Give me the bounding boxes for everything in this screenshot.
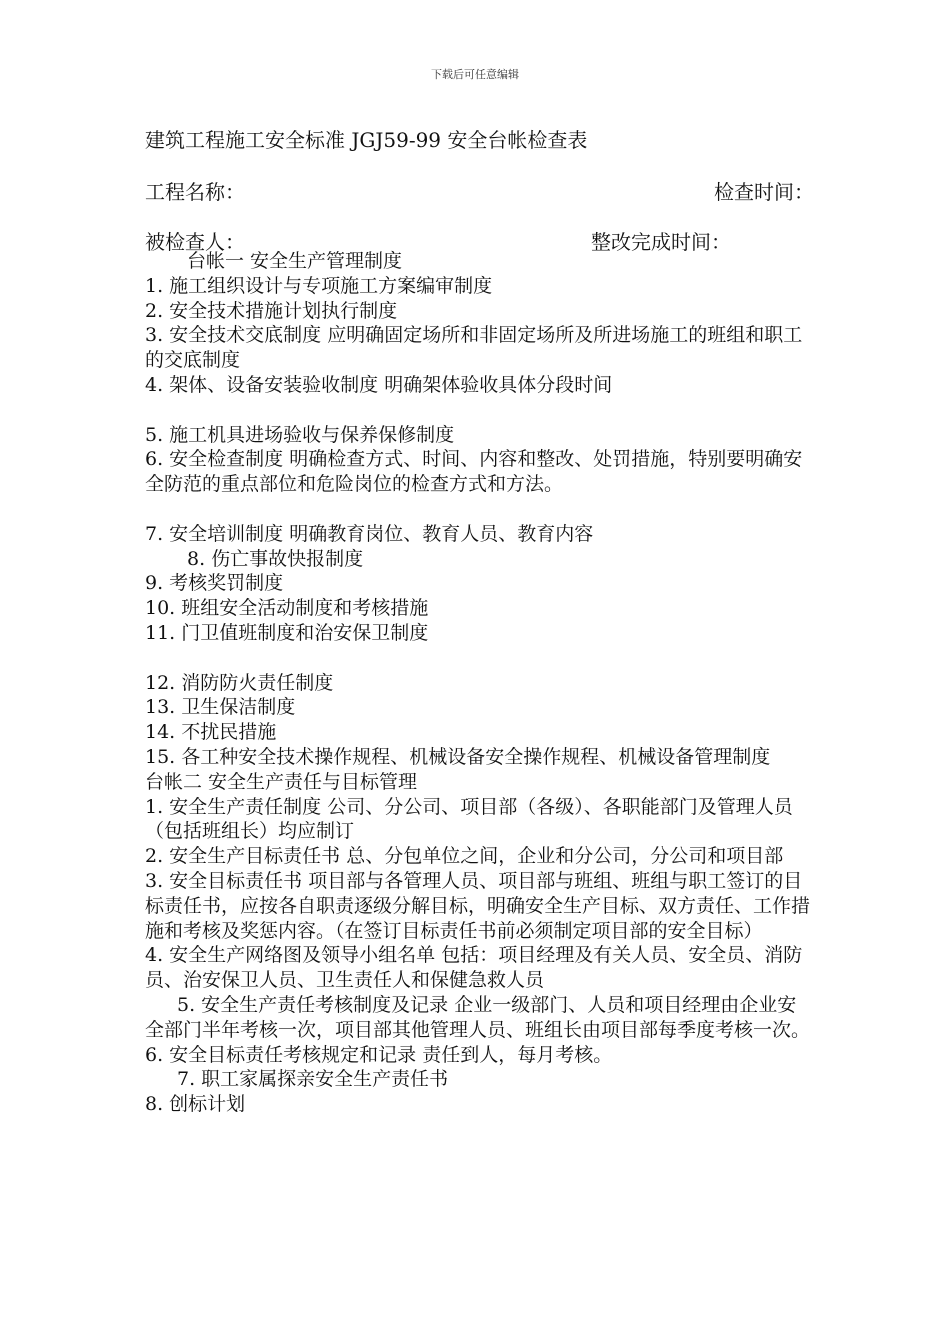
- list-item: 11. 门卫值班制度和治安保卫制度: [145, 621, 429, 644]
- list-item: 5. 安全生产责任考核制度及记录 企业一级部门、人员和项目经理由企业安全部门半年考核一次，项目部其他管理人员、班组长由项目部每季度考核一次。: [145, 993, 811, 1041]
- document-title: 建筑工程施工安全标准 JGJ59-99 安全台帐检查表: [145, 128, 588, 152]
- list-item: 15. 各工种安全技术操作规程、机械设备安全操作规程、机械设备管理制度: [145, 745, 771, 768]
- list-item: 8. 伤亡事故快报制度: [187, 547, 364, 570]
- check-time-label: 检查时间：: [714, 180, 814, 204]
- list-item: 13. 卫生保洁制度: [145, 696, 296, 719]
- list-item: 7. 职工家属探亲安全生产责任书: [177, 1068, 449, 1091]
- list-item: 8. 创标计划: [145, 1093, 246, 1116]
- list-item: 4. 架体、设备安装验收制度 明确架体验收具体分段时间: [145, 373, 613, 396]
- ledger-content: [145, 249, 810, 1117]
- list-item: 2. 安全生产目标责任书 总、分包单位之间，企业和分公司，分公司和项目部: [145, 845, 784, 868]
- list-item: 6. 安全检查制度 明确检查方式、时间、内容和整改、处罚措施，特别要明确安全防范的重点部位和危险岗位的检查方式和方法。: [145, 448, 803, 496]
- list-item: 5. 施工机具进场验收与保养保修制度: [145, 423, 455, 446]
- list-item: 9. 考核奖罚制度: [145, 572, 284, 595]
- list-item: 6. 安全目标责任考核规定和记录 责任到人，每月考核。: [145, 1043, 613, 1066]
- list-item: 7. 安全培训制度 明确教育岗位、教育人员、教育内容: [145, 522, 594, 545]
- list-item: 3. 安全目标责任书 项目部与各管理人员、项目部与班组、班组与职工签订的目标责任书，应按各自职责逐级分解目标，明确安全生产目标、双方责任、工作措施和考核及奖惩内容。（在签订目标责任书前必须制定项目部的安全目标）: [145, 869, 811, 942]
- list-item: 10. 班组安全活动制度和考核措施: [145, 597, 429, 620]
- project-name-label: 工程名称：: [145, 180, 245, 204]
- inspectee-label: 被检查人：: [145, 230, 245, 254]
- list-item: 12. 消防防火责任制度: [145, 671, 334, 694]
- section-heading: 台帐二 安全生产责任与目标管理: [145, 770, 418, 793]
- header-note: 下载后可任意编辑: [431, 68, 519, 81]
- list-item: 4. 安全生产网络图及领导小组名单 包括：项目经理及有关人员、安全员、消防员、治安保卫人员、卫生责任人和保健急救人员: [145, 944, 803, 992]
- section-heading: 台帐一 安全生产管理制度: [187, 250, 403, 272]
- rectify-time-label: 整改完成时间：: [591, 230, 731, 254]
- list-item: 3. 安全技术交底制度 应明确固定场所和非固定场所及所进场施工的班组和职工的交底制度: [145, 324, 803, 372]
- list-item: 1. 施工组织设计与专项施工方案编审制度: [145, 274, 493, 297]
- list-item: 14. 不扰民措施: [145, 721, 277, 744]
- list-item: 1. 安全生产责任制度 公司、分公司、项目部（各级）、各职能部门及管理人员（包括班组长）均应制订: [145, 795, 793, 843]
- list-item: 2. 安全技术措施计划执行制度: [145, 299, 398, 322]
